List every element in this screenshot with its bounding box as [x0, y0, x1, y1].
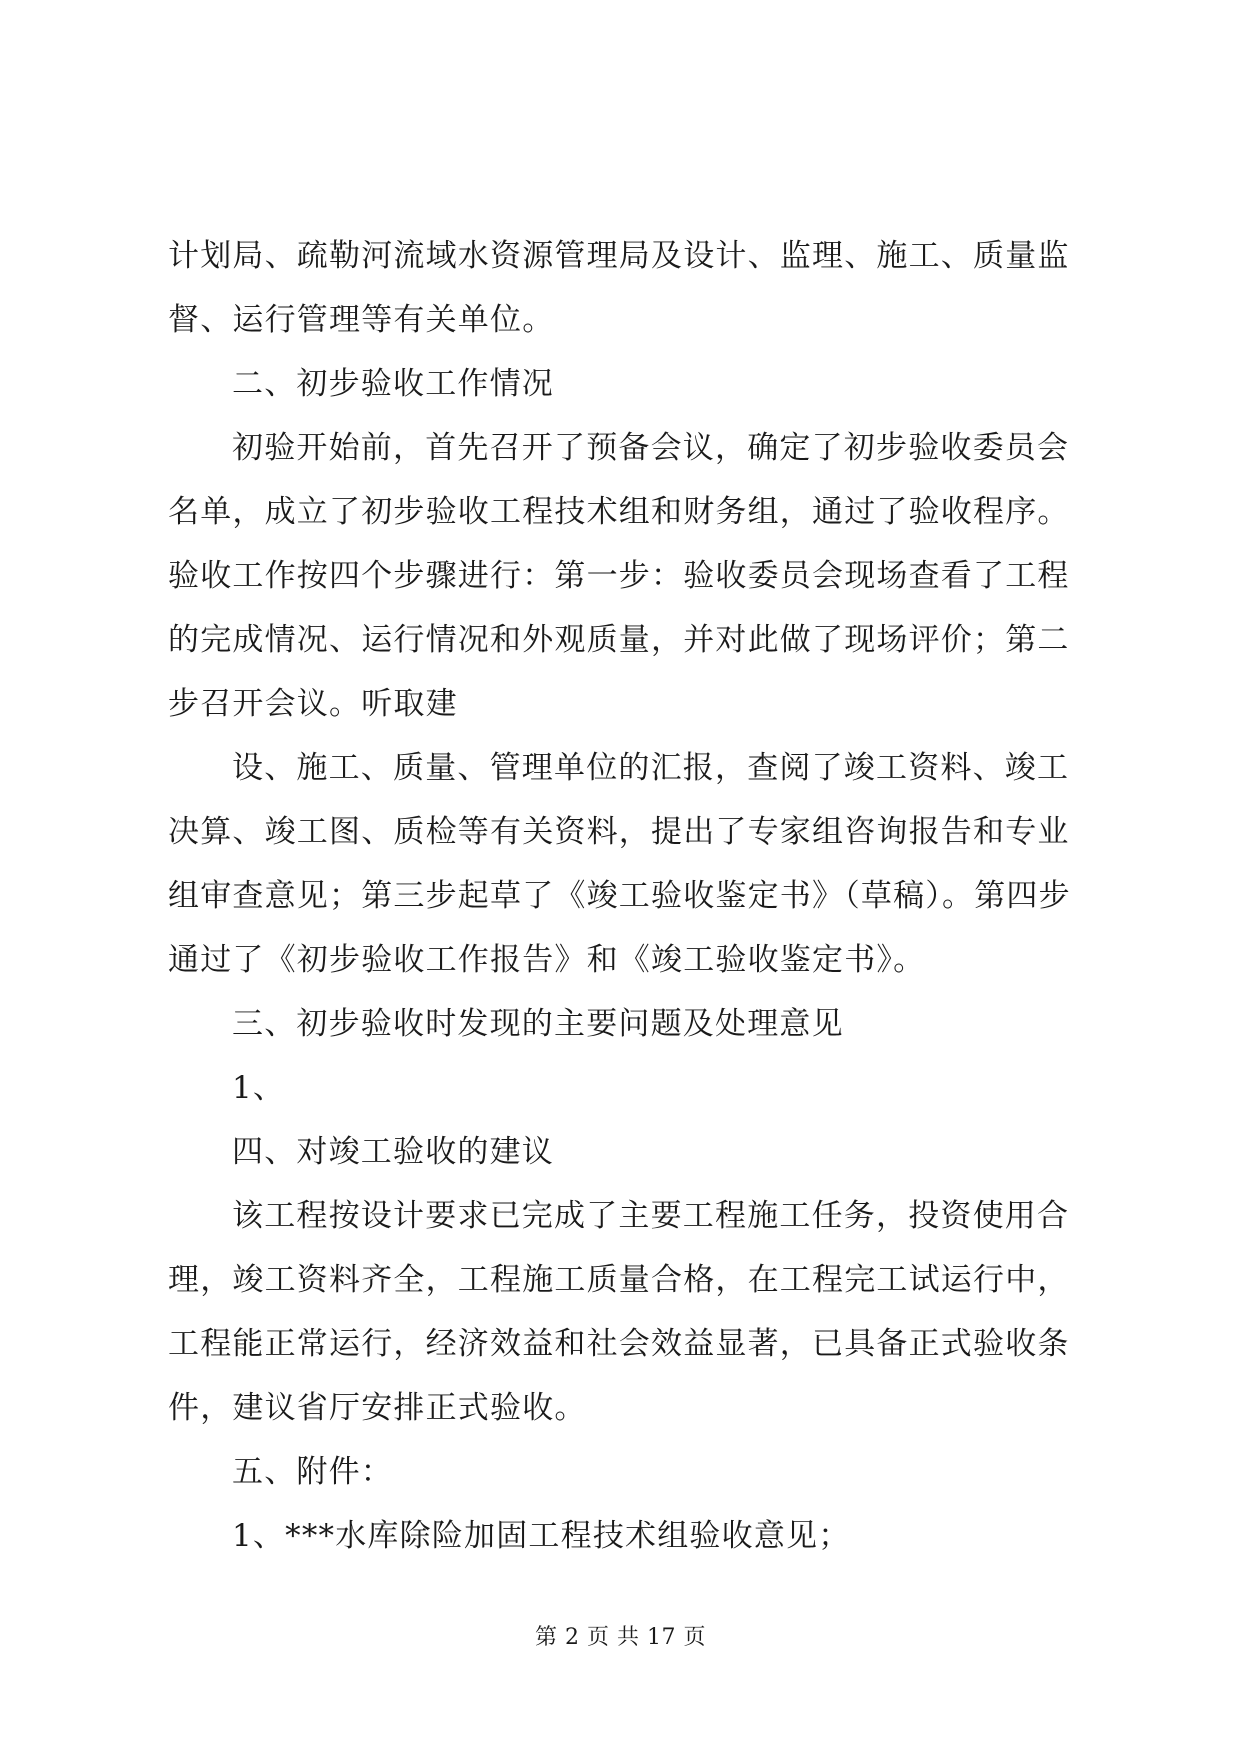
paragraph-recommendation: 该工程按设计要求已完成了主要工程施工任务，投资使用合理，竣工资料齐全，工程施工质量合格，在工程完工试运行中，工程能正常运行，经济效益和社会效益显著，已具备正式验收条件，建议省厅安排正式验收。: [168, 1198, 1070, 1426]
section-heading-3: 三、初步验收时发现的主要问题及处理意见: [232, 1006, 844, 1042]
list-item-attachment-1: 1、***水库除险加固工程技术组验收意见；: [232, 1518, 851, 1554]
page-footer: 第 2 页 共 17 页: [535, 1625, 706, 1650]
document-body: [168, 224, 1088, 1568]
section-heading-2: 二、初步验收工作情况: [232, 366, 554, 402]
paragraph-continuation: 计划局、疏勒河流域水资源管理局及设计、监理、施工、质量监督、运行管理等有关单位。: [168, 238, 1070, 338]
section-heading-4: 四、对竣工验收的建议: [232, 1134, 554, 1170]
paragraph-acceptance-steps: 设、施工、质量、管理单位的汇报，查阅了竣工资料、竣工决算、竣工图、质检等有关资料，提出了专家组咨询报告和专业组审查意见；第三步起草了《竣工验收鉴定书》（草稿）。第四步通过了《初步验收工作报告》和《竣工验收鉴定书》。: [168, 750, 1071, 978]
section-heading-5: 五、附件：: [232, 1454, 393, 1490]
paragraph-preliminary-work: 初验开始前，首先召开了预备会议，确定了初步验收委员会名单，成立了初步验收工程技术组和财务组，通过了验收程序。验收工作按四个步骤进行：第一步：验收委员会现场查看了工程的完成情况、运行情况和外观质量，并对此做了现场评价；第二步召开会议。听取建: [168, 430, 1070, 722]
list-item-issue-1: 1、: [232, 1070, 286, 1106]
